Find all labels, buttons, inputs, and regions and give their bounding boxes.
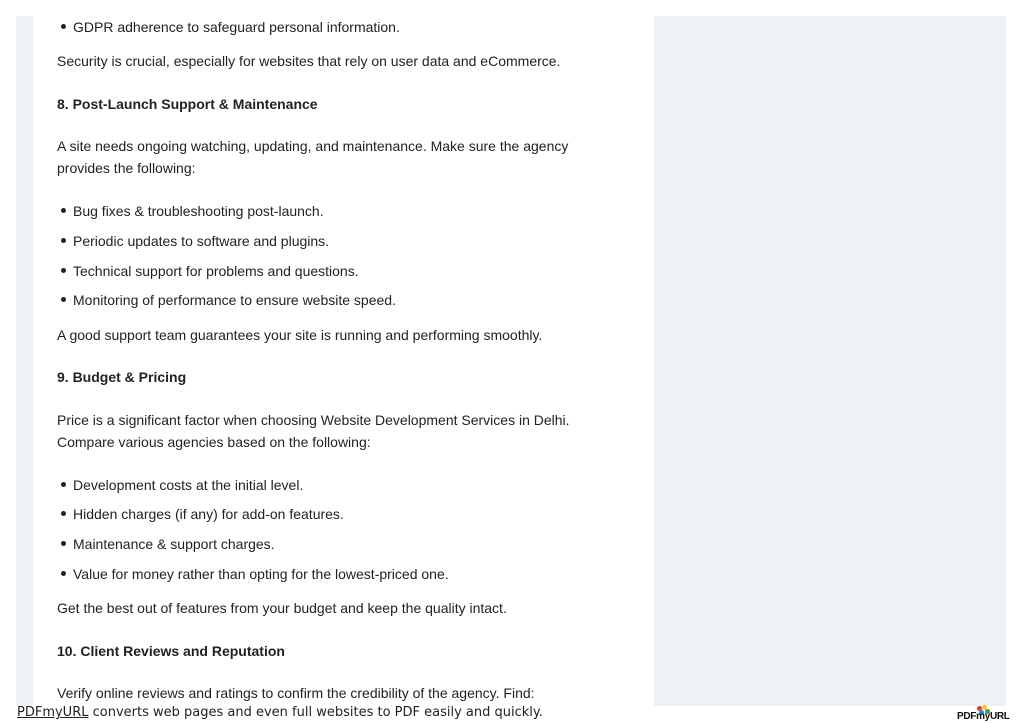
pdfmyurl-link[interactable]: PDFmyURL [17, 705, 89, 720]
list-item: Maintenance & support charges. [73, 533, 275, 555]
article-content [33, 16, 654, 706]
list-item: Monitoring of performance to ensure website speed. [73, 289, 396, 311]
footer-text: converts web pages and even full websites to PDF easily and quickly. [88, 705, 543, 720]
list-item: Technical support for problems and questions. [73, 260, 359, 282]
paragraph: Get the best out of features from your budget and keep the quality intact. [57, 600, 507, 616]
list-item: Development costs at the initial level. [73, 474, 303, 496]
logo-text: PDFmyURL [957, 711, 1010, 722]
paragraph: A good support team guarantees your site is running and performing smoothly. [57, 327, 543, 343]
paragraph: Verify online reviews and ratings to confirm the credibility of the agency. Find: [57, 685, 535, 701]
paragraph: A site needs ongoing watching, updating, and maintenance. Make sure the agency provides the following: [57, 138, 569, 176]
sidebar [654, 16, 1006, 706]
section-heading: 10. Client Reviews and Reputation [57, 643, 285, 659]
list-item: GDPR adherence to safeguard personal information. [73, 16, 400, 38]
section-heading: 9. Budget & Pricing [57, 369, 187, 385]
list-item: Periodic updates to software and plugins. [73, 230, 329, 252]
paragraph: Price is a significant factor when choosing Website Development Services in Delhi. Compare various agencies based on the following: [57, 412, 570, 450]
section-heading: 8. Post-Launch Support & Maintenance [57, 96, 318, 112]
list-item: Value for money rather than opting for the lowest-priced one. [73, 563, 449, 585]
pdfmyurl-logo-icon[interactable] [957, 705, 1010, 723]
list-item: Bug fixes & troubleshooting post-launch. [73, 200, 324, 222]
list-item: Hidden charges (if any) for add-on features. [73, 503, 344, 525]
footer-banner [17, 705, 543, 721]
paragraph: Security is crucial, especially for websites that rely on user data and eCommerce. [57, 53, 561, 69]
